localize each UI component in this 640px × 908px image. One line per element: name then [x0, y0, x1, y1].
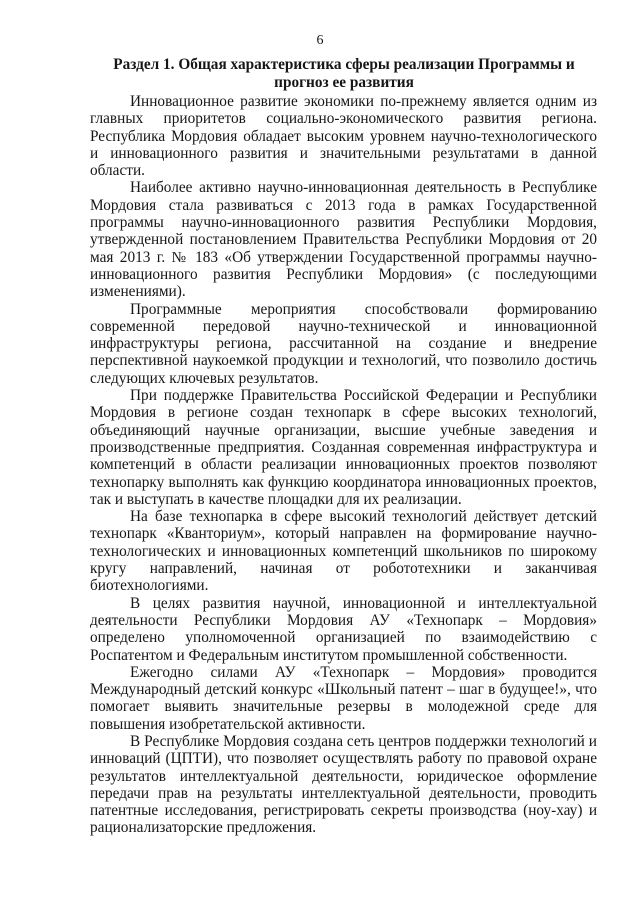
- page-number: 6: [316, 33, 324, 48]
- paragraph-program-measures: Программные мероприятия способствовали формированию современной передовой научно-технической и инновационной инфраструктуры региона, рассчитанной на создание и внедрение перспективной наукоемкой продукции и технологий, что позволило достичь следующих ключевых результатов.: [90, 300, 597, 387]
- paragraph-kvantorium: На базе технопарка в сфере высокий технологий действует детский технопарк «Кванториум», который направлен на формирование научно-технологических и инновационных компетенций школьников по широкому кругу направлений, начиная от робототехники и заканчивая биотехнологиями.: [90, 508, 597, 595]
- paragraph-state-program: Наиболее активно научно-инновационная деятельность в Республике Мордовия стала развиваться с 2013 года в рамках Государственной программы научно-инновационного развития Республики Мордовия, утвержденной постановлением Правительства Республики Мордовия от 20 мая 2013 г. № 183 «Об утверждении Государственной программы научно-инновационного развития Республики Мордовия» (с последующими изменениями).: [90, 179, 597, 301]
- paragraph-rospatent: В целях развития научной, инновационной и интеллектуальной деятельности Республики Мордовия АУ «Технопарк – Мордовия» определено уполномоченной организацией по взаимодействию с Роспатентом и Федеральным институтом промышленной собственности.: [90, 594, 597, 664]
- paragraph-tisc-network: В Республике Мордовия создана сеть центров поддержки технологий и инноваций (ЦПТИ), что позволяет осуществлять работу по правовой охране результатов интеллектуальной деятельности, юридическое оформление передачи прав на результаты интеллектуальной деятельности, проводить патентные исследования, регистрировать секреты производства (ноу-хау) и рационализаторские предложения.: [90, 732, 597, 837]
- paragraph-technopark: При поддержке Правительства Российской Федерации и Республики Мордовия в регионе создан технопарк в сфере высоких технологий, объединяющий научные организации, высшие учебные заведения и производственные предприятия. Созданная современная инфраструктура и компетенций в области реализации инновационных проектов позволяют технопарку выполнять как функцию координатора инновационных проектов, так и выступать в качестве площадки для их реализации.: [90, 387, 597, 508]
- paragraph-innovation-priority: Инновационное развитие экономики по-прежнему является одним из главных приоритетов социально-экономического развития региона. Республика Мордовия обладает высоким уровнем научно-технологического и инновационного развития и значительными результатами в данной области.: [90, 93, 597, 180]
- section-title: Раздел 1. Общая характеристика сферы реализации Программы и прогноз ее развития: [113, 56, 575, 91]
- paragraph-school-patent-contest: Ежегодно силами АУ «Технопарк – Мордовия» проводится Международный детский конкурс «Школьный патент – шаг в будущее!», что помогает выявить значительные резервы в молодежной среде для повышения изобретательской активности.: [90, 663, 597, 733]
- document-body: [90, 93, 597, 837]
